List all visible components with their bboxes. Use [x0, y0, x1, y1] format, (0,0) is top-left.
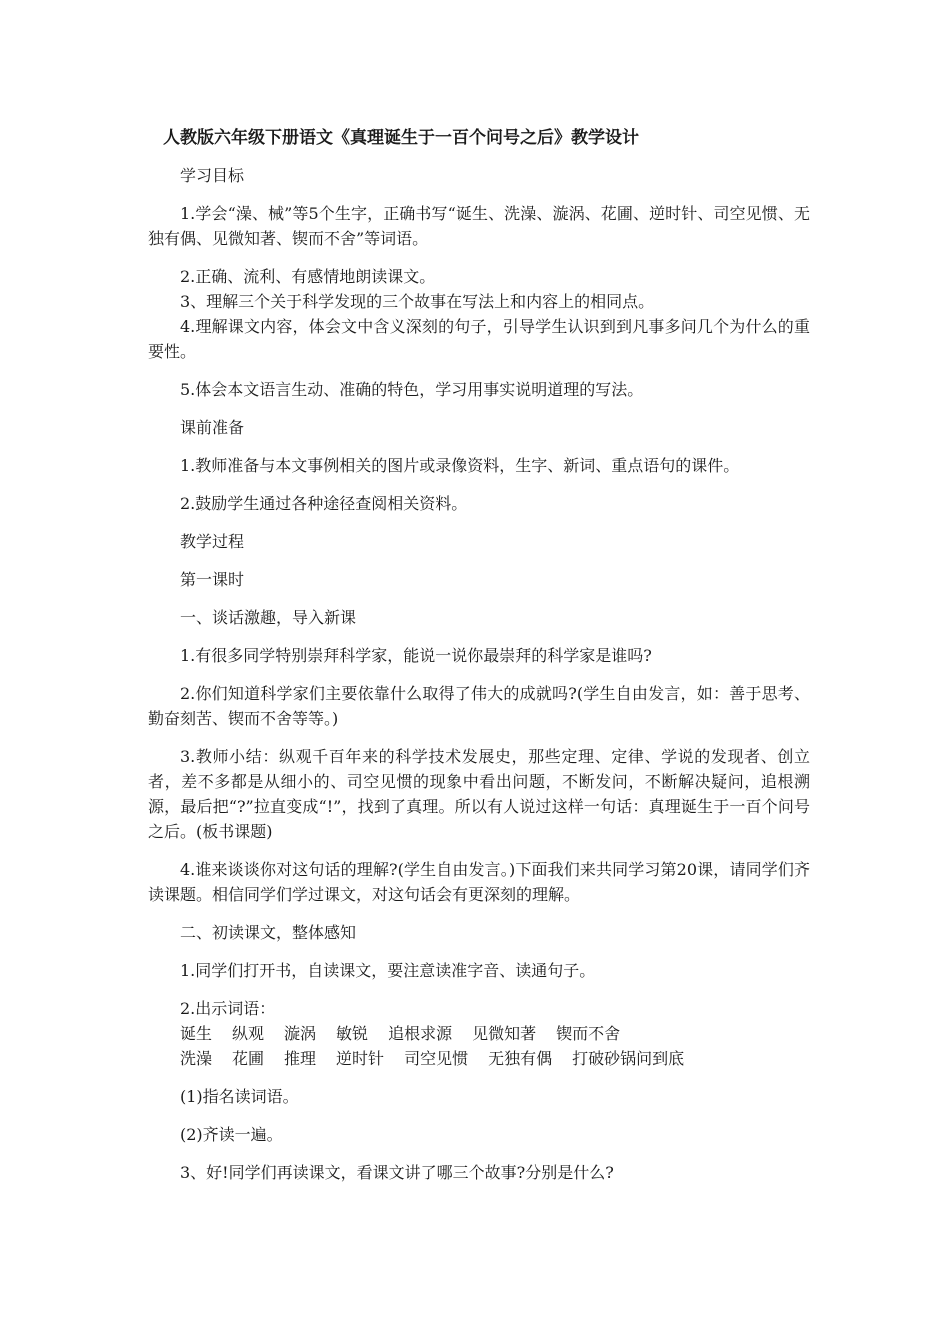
word-item: 漩涡: [284, 1024, 317, 1043]
word-item: 敏锐: [336, 1024, 369, 1043]
objective-item: 1.学会“澡、械”等5个生字，正确书写“诞生、洗澡、漩涡、花圃、逆时针、司空见惯、无独有偶、见微知著、锲而不舍”等词语。: [148, 204, 810, 248]
section-item: 1.有很多同学特别崇拜科学家，能说一说你最崇拜的科学家是谁吗?: [180, 646, 652, 665]
word-item: 锲而不舍: [556, 1024, 621, 1043]
section-heading: 二、初读课文，整体感知: [180, 923, 357, 942]
section-item: 4.谁来谈谈你对这句话的理解?(学生自由发言。)下面我们来共同学习第20课，请同学们齐读课题。相信同学们学过课文，对这句话会有更深刻的理解。: [148, 860, 810, 904]
section-item: 1.同学们打开书，自读课文，要注意读准字音、读通句子。: [180, 961, 596, 980]
prep-heading: 课前准备: [180, 418, 245, 437]
document-body: [148, 163, 810, 1185]
objective-item: 3、理解三个关于科学发现的三个故事在写法上和内容上的相同点。: [180, 292, 655, 311]
word-item: 花圃: [232, 1049, 265, 1068]
document-title: 人教版六年级下册语文《真理诞生于一百个问号之后》教学设计: [163, 128, 639, 148]
section-item: 2.出示词语：: [180, 999, 276, 1018]
word-item: 追根求源: [388, 1024, 453, 1043]
word-item: 洗澡: [180, 1049, 213, 1068]
word-item: 司空见惯: [404, 1049, 469, 1068]
prep-item: 2.鼓励学生通过各种途径查阅相关资料。: [180, 494, 468, 513]
objective-item: 5.体会本文语言生动、准确的特色，学习用事实说明道理的写法。: [180, 380, 644, 399]
objective-item: 2.正确、流利、有感情地朗读课文。: [180, 267, 436, 286]
word-item: 推理: [284, 1049, 317, 1068]
objectives-heading: 学习目标: [180, 166, 245, 185]
lesson-heading: 第一课时: [180, 570, 245, 589]
word-item: 纵观: [232, 1024, 265, 1043]
word-item: 无独有偶: [488, 1049, 553, 1068]
word-item: 诞生: [180, 1024, 213, 1043]
word-item: 见微知著: [472, 1024, 537, 1043]
sub-item: (1)指名读词语。: [180, 1087, 299, 1106]
section-heading: 一、谈话激趣，导入新课: [180, 608, 357, 627]
section-item: 2.你们知道科学家们主要依靠什么取得了伟大的成就吗?(学生自由发言，如：善于思考、勤奋刻苦、锲而不舍等等。): [148, 684, 810, 728]
prep-item: 1.教师准备与本文事例相关的图片或录像资料，生字、新词、重点语句的课件。: [180, 456, 740, 475]
sub-item: (2)齐读一遍。: [180, 1125, 283, 1144]
process-heading: 教学过程: [180, 532, 245, 551]
word-item: 打破砂锅问到底: [572, 1049, 685, 1068]
word-list-row: [148, 1021, 810, 1046]
objective-item: 4.理解课文内容，体会文中含义深刻的句子，引导学生认识到到凡事多问几个为什么的重要性。: [148, 317, 810, 361]
word-list-row: [148, 1046, 810, 1071]
section-item: 3、好!同学们再读课文，看课文讲了哪三个故事?分别是什么?: [180, 1163, 614, 1182]
word-item: 逆时针: [336, 1049, 385, 1068]
section-item: 3.教师小结：纵观千百年来的科学技术发展史，那些定理、定律、学说的发现者、创立者，差不多都是从细小的、司空见惯的现象中看出问题，不断发问，不断解决疑问，追根溯源，最后把“?”拉直变成“!”，找到了真理。所以有人说过这样一句话：真理诞生于一百个问号之后。(板书课题): [148, 747, 810, 841]
